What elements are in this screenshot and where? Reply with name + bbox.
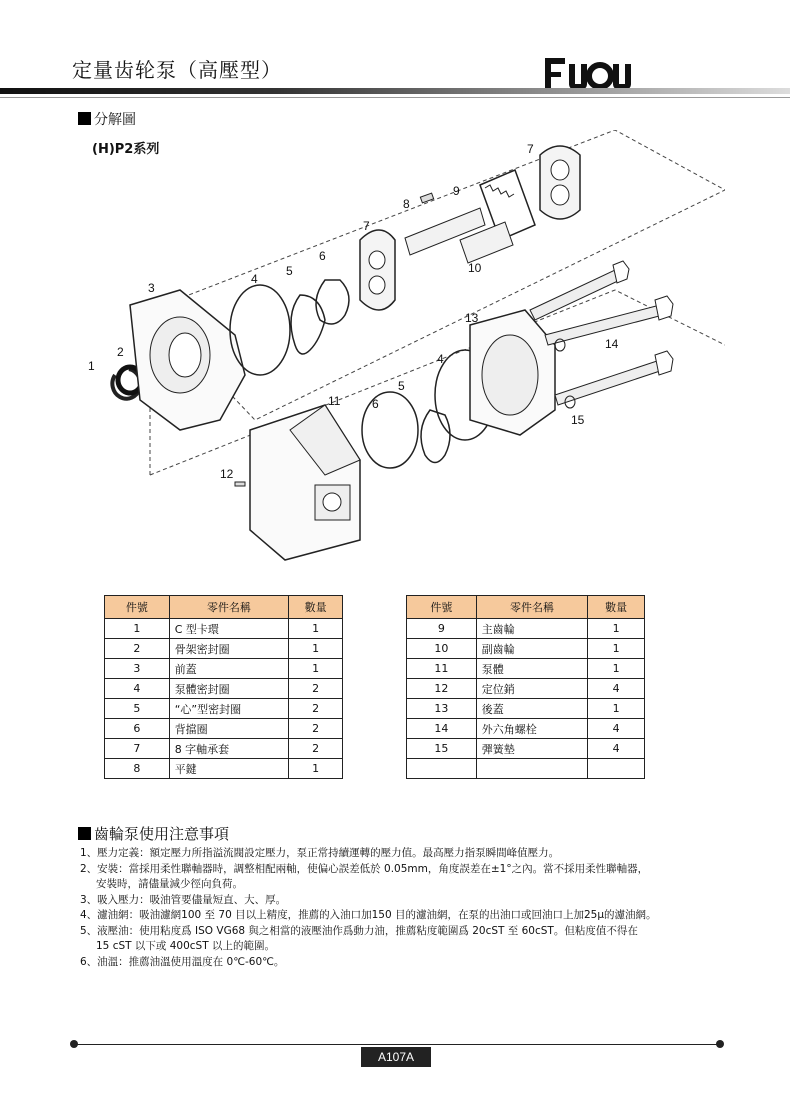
section-heading-exploded-view: 分解圖: [78, 109, 136, 129]
parts-table-left: [104, 595, 343, 779]
label-4b: 4: [437, 352, 444, 366]
label-1: 1: [88, 359, 95, 373]
table-row: 5 “心”型密封圈 2: [105, 699, 343, 719]
table-row: 6 背擋圈 2: [105, 719, 343, 739]
note-item: 2、安裝：當採用柔性聯軸器時，調整相配兩軸，使偏心誤差低於 0.05mm，角度誤差在±1°之內。當不採用柔性聯軸器，: [80, 862, 649, 875]
label-5b: 5: [398, 379, 405, 393]
table-row: 15 彈簧墊 4: [407, 739, 645, 759]
company-logo: [545, 56, 631, 92]
table-row: 14 外六角螺栓 4: [407, 719, 645, 739]
table-row: 9 主齒輪 1: [407, 619, 645, 639]
usage-notes-list: [80, 846, 760, 970]
square-bullet-icon: [78, 112, 91, 125]
label-6b: 6: [372, 397, 379, 411]
table-row: 11 泵體 1: [407, 659, 645, 679]
table-row: 8 平鍵 1: [105, 759, 343, 779]
page-title: 定量齿轮泵（高壓型）: [72, 58, 282, 82]
label-8: 8: [403, 197, 410, 211]
label-5: 5: [286, 264, 293, 278]
exploded-diagram: [85, 130, 725, 570]
label-7: 7: [363, 219, 370, 233]
footer-dot-left: [70, 1040, 78, 1048]
parts-table-right: [406, 595, 645, 779]
footer-rule: [74, 1044, 722, 1045]
table-row: 10 副齒輪 1: [407, 639, 645, 659]
label-3: 3: [148, 281, 155, 295]
header-rule: [0, 88, 790, 94]
column-header: 數量: [289, 596, 343, 619]
label-15: 15: [571, 413, 585, 427]
label-11: 11: [328, 394, 341, 408]
label-9: 9: [453, 184, 460, 198]
label-13: 13: [465, 311, 479, 325]
table-row: 7 8 字軸承套 2: [105, 739, 343, 759]
series-label: (H)P2系列: [92, 142, 160, 157]
table-row: 3 前蓋 1: [105, 659, 343, 679]
table-row: 4 泵體密封圈 2: [105, 679, 343, 699]
table-row: 13 後蓋 1: [407, 699, 645, 719]
label-7b: 7: [527, 142, 534, 156]
label-6: 6: [319, 249, 326, 263]
column-header: 數量: [588, 596, 645, 619]
section-heading-usage-notes: 齒輪泵使用注意事項: [78, 823, 229, 844]
table-row: 1 C 型卡環 1: [105, 619, 343, 639]
square-bullet-icon: [78, 827, 91, 840]
column-header: 零件名稱: [169, 596, 289, 619]
table-header-row: [105, 596, 343, 619]
footer-dot-right: [716, 1040, 724, 1048]
note-item: 3、吸入壓力：吸油管要儘量短直、大、厚。: [80, 893, 287, 906]
note-item: 1、壓力定義：額定壓力所指溢流閥設定壓力，泵正常持續運轉的壓力值。最高壓力指泵瞬間峰值壓力。: [80, 847, 560, 859]
table-row: 12 定位銷 4: [407, 679, 645, 699]
page-number: A107A: [361, 1047, 431, 1067]
note-item: 4、濾油網：吸油濾網100 至 70 目以上精度，推薦的入油口加150 目的濾油網，在泵的出油口或回油口上加25μ的濾油網。: [80, 909, 657, 921]
column-header: 件號: [105, 596, 170, 619]
note-item: 安裝時，請儘量減少徑向負荷。: [96, 878, 243, 890]
column-header: 件號: [407, 596, 477, 619]
header-rule-thin: [0, 97, 790, 98]
label-10: 10: [468, 261, 482, 275]
note-item: 15 cST 以下或 400cST 以上的範圍。: [96, 940, 275, 952]
table-header-row: [407, 596, 645, 619]
table-row: [407, 759, 645, 779]
note-item: 6、油溫：推薦油溫使用溫度在 0℃-60℃。: [80, 955, 285, 968]
label-14: 14: [605, 337, 619, 351]
note-item: 5、液壓油：使用粘度爲 ISO VG68 與之相當的液壓油作爲動力油，推薦粘度範圍爲 20cST 至 60cST。但粘度值不得在: [80, 924, 638, 937]
column-header: 零件名稱: [476, 596, 588, 619]
label-12: 12: [220, 467, 234, 481]
label-4: 4: [251, 272, 258, 286]
table-row: 2 骨架密封圈 1: [105, 639, 343, 659]
label-2: 2: [117, 345, 124, 359]
